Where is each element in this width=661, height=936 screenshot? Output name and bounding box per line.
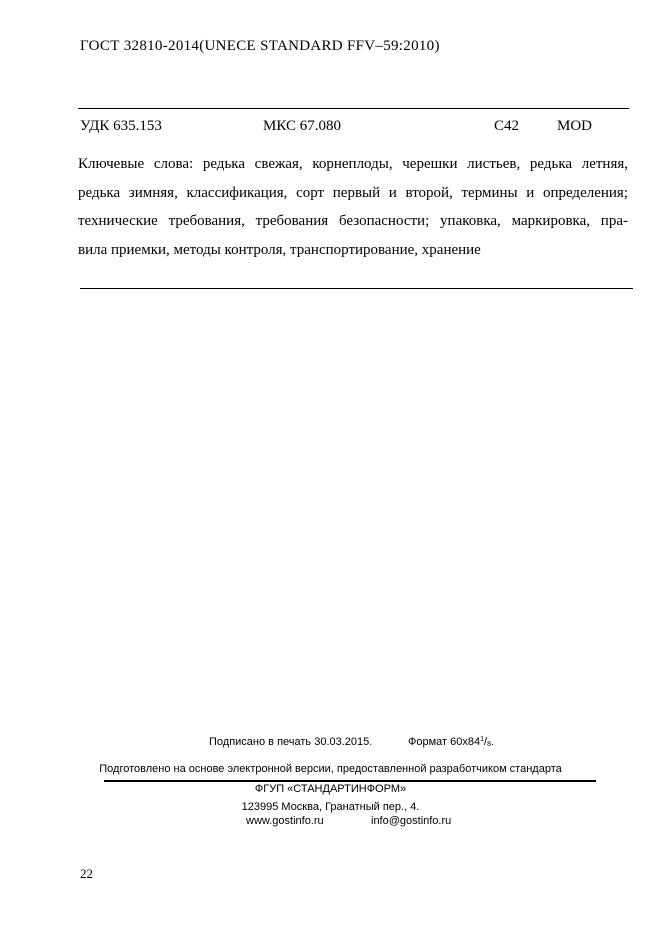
format-fraction-numerator: 1 <box>480 736 485 743</box>
signed-for-print: Подписано в печать 30.03.2015. <box>209 736 373 748</box>
okp-code: С42 <box>494 118 520 134</box>
page-number: 22 <box>80 866 93 881</box>
relation-code: MOD <box>557 118 593 134</box>
email-link: info@gostinfo.ru <box>371 815 452 827</box>
mks-code: МКС 67.080 <box>263 118 341 134</box>
standard-designation: ГОСТ 32810-2014(UNECE STANDARD FFV–59:2010) <box>80 38 440 54</box>
format-fraction-separator: / <box>484 736 488 748</box>
keywords-paragraph <box>78 150 628 264</box>
prepared-note: Подготовлено на основе электронной версии, предоставленной разработчиком стандарта <box>99 763 562 775</box>
format-fraction-denominator: 8 <box>487 741 491 748</box>
format-label: Формат 60х84 <box>408 736 481 748</box>
publisher-name: ФГУП «СТАНДАРТИНФОРМ» <box>254 783 407 795</box>
keywords-line: редька зимняя, классификация, сорт первый и второй, термины и определения; <box>78 184 628 201</box>
udc-code: УДК 635.153 <box>80 118 162 134</box>
keywords-line: вила приемки, методы контроля, транспортирование, хранение <box>78 241 481 258</box>
print-format <box>408 736 494 748</box>
website-link: www.gostinfo.ru <box>246 815 324 827</box>
keywords-divider <box>80 288 633 289</box>
imprint-divider <box>104 780 596 782</box>
top-divider <box>78 108 629 109</box>
format-end: . <box>490 736 495 748</box>
keywords-line: технические требования, требования безопасности; упаковка, маркировка, пра- <box>78 213 628 229</box>
keywords-line: Ключевые слова: редька свежая, корнеплоды, черешки листьев, редька летняя, <box>78 156 628 172</box>
publisher-address: 123995 Москва, Гранатный пер., 4. <box>241 801 420 813</box>
